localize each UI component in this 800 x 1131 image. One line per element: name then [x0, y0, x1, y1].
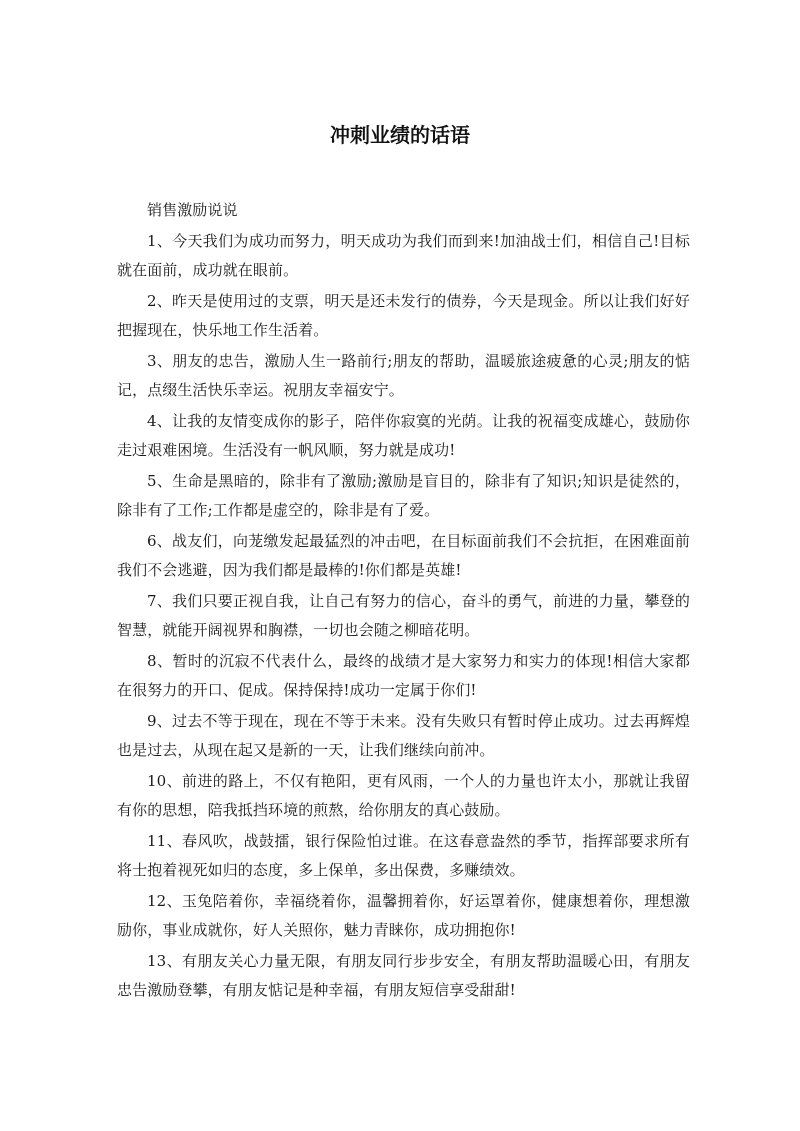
section-heading: 销售激励说说 [147, 201, 238, 219]
paragraph-4: 4、让我的友情变成你的影子，陪伴你寂寞的光荫。让我的祝福变成雄心，鼓励你走过艰难困境。生活没有一帆风顺，努力就是成功! [117, 412, 690, 459]
paragraph-3: 3、朋友的忠告，激励人生一路前行;朋友的帮助，温暖旅途疲惫的心灵;朋友的惦记，点缀生活快乐幸运。祝朋友幸福安宁。 [117, 352, 690, 399]
paragraph-13: 13、有朋友关心力量无限，有朋友同行步步安全，有朋友帮助温暖心田，有朋友忠告激励登攀，有朋友惦记是种幸福，有朋友短信享受甜甜! [117, 952, 690, 999]
paragraph-10: 10、前进的路上，不仅有艳阳，更有风雨，一个人的力量也许太小，那就让我留有你的思想，陪我抵挡环境的煎熬，给你朋友的真心鼓励。 [117, 772, 690, 819]
paragraph-7: 7、我们只要正视自我，让自己有努力的信心，奋斗的勇气，前进的力量，攀登的智慧，就能开阔视界和胸襟，一切也会随之柳暗花明。 [117, 592, 690, 639]
paragraph-5: 5、生命是黑暗的，除非有了激励;激励是盲目的，除非有了知识;知识是徒然的，除非有了工作;工作都是虚空的，除非是有了爱。 [117, 472, 690, 519]
paragraph-6: 6、战友们，向茏缴发起最猛烈的冲击吧，在目标面前我们不会抗拒，在困难面前我们不会逃避，因为我们都是最棒的!你们都是英雄! [117, 532, 690, 579]
paragraph-8: 8、暂时的沉寂不代表什么，最终的战绩才是大家努力和实力的体现!相信大家都在很努力的开口、促成。保持保持!成功一定属于你们! [117, 652, 690, 699]
document-title: 冲刺业绩的话语 [330, 123, 470, 147]
paragraph-2: 2、昨天是使用过的支票，明天是还未发行的债券，今天是现金。所以让我们好好把握现在，快乐地工作生活着。 [117, 292, 690, 339]
paragraph-12: 12、玉兔陪着你，幸福绕着你，温馨拥着你，好运罩着你，健康想着你，理想激励你，事业成就你，好人关照你，魅力青睐你，成功拥抱你! [117, 892, 690, 939]
paragraph-9: 9、过去不等于现在，现在不等于未来。没有失败只有暂时停止成功。过去再辉煌也是过去，从现在起又是新的一天，让我们继续向前冲。 [117, 712, 690, 759]
paragraph-1: 1、今天我们为成功而努力，明天成功为我们而到来!加油战士们，相信自己!目标就在面前，成功就在眼前。 [117, 232, 690, 279]
paragraph-11: 11、春风吹，战鼓擂，银行保险怕过谁。在这春意盎然的季节，指挥部要求所有将士抱着视死如归的态度，多上保单，多出保费，多赚绩效。 [117, 832, 690, 879]
document-body [117, 196, 690, 1005]
